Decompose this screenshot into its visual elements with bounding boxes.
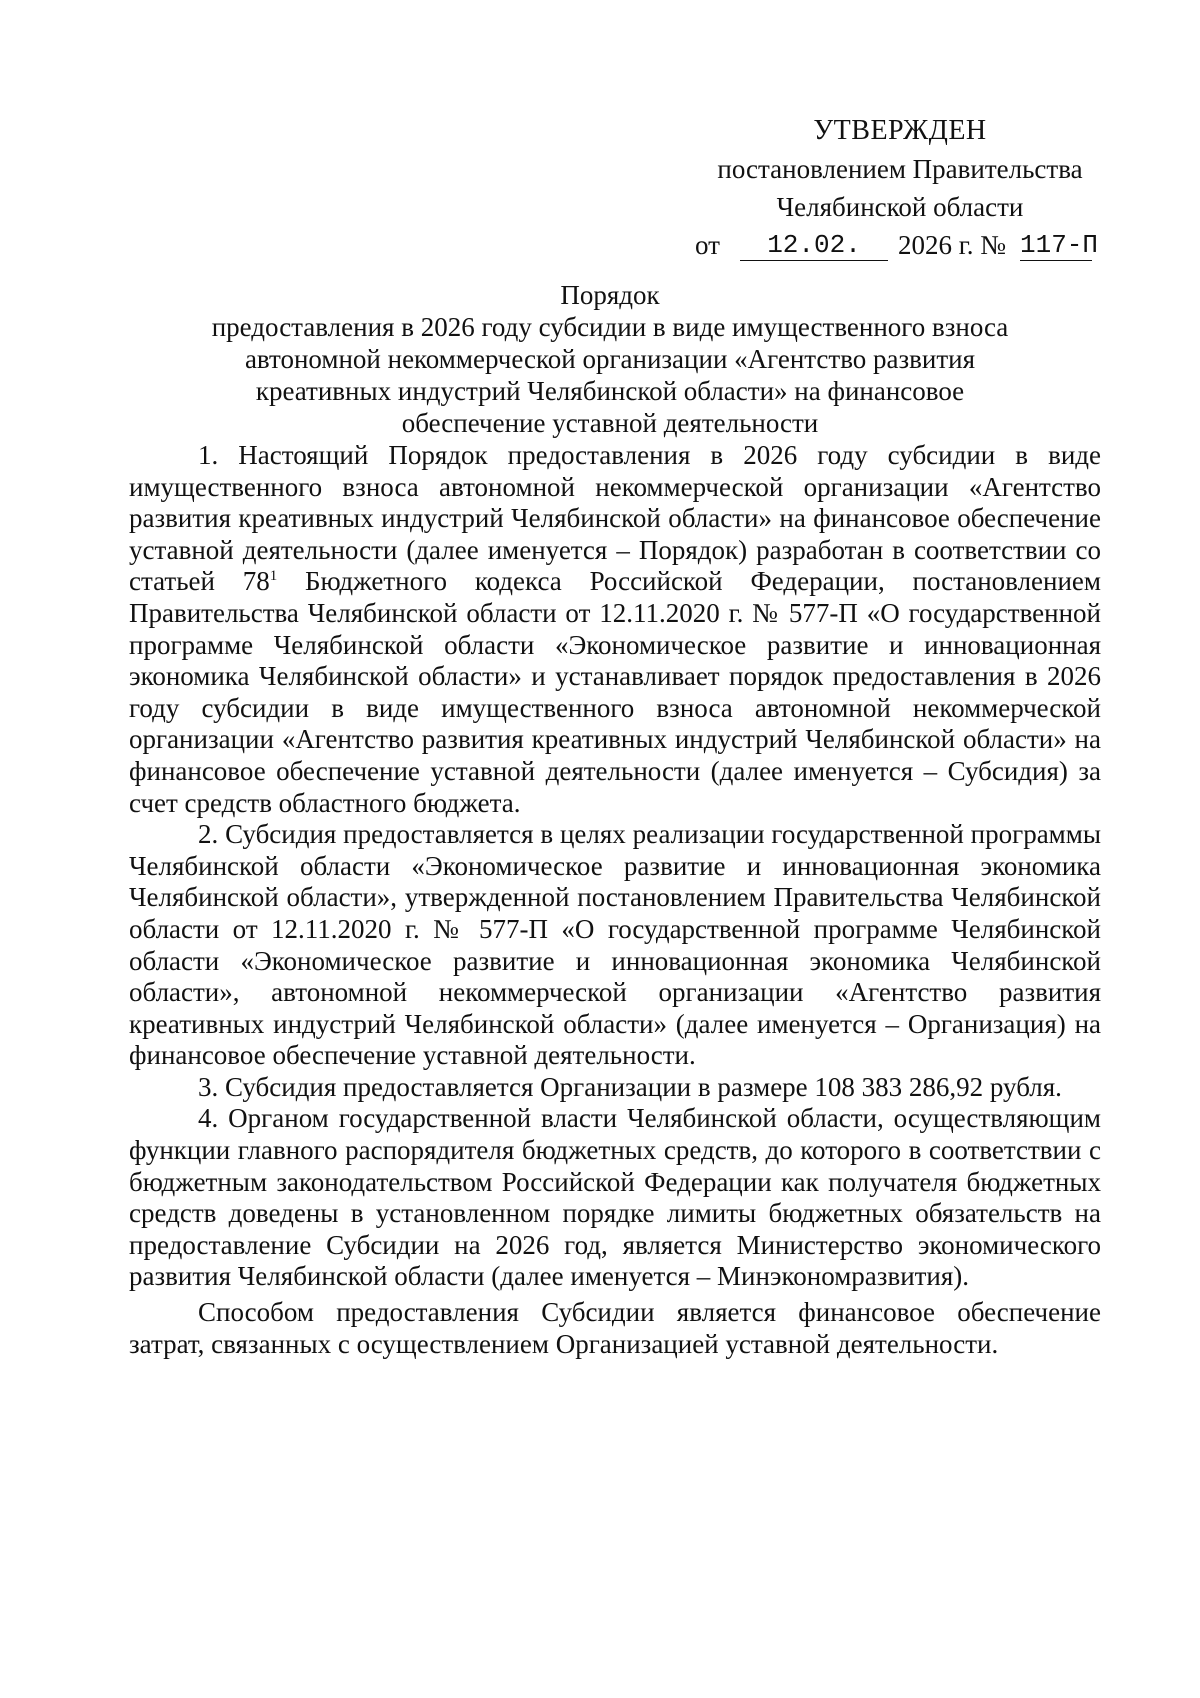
paragraph-1-text-b: Бюджетного кодекса Российской Федерации, постановлением Правительства Челябинской области от 12.11.2020 г. № 577-П «О государственной программе Челябинской области «Экономическое развитие и инновационная экономика Челябинской области» и устанавливает порядок предоставления в 2026 году субсидии в виде имущественного взноса автономной некоммерческой организации «Агентство развития креативных индустрий Челябинской области» на финансовое обеспечение уставной деятельности (далее именуется – Субсидия) за счет средств областного бюджета. (129, 566, 1101, 818)
paragraph-1-text-a: 1. Настоящий Порядок предоставления в 2026 году субсидии в виде имущественного взноса автономной некоммерческой организации «Агентство развития креативных индустрий Челябинской области» на финансовое обеспечение уставной деятельности (далее именуется – Порядок) разработан в соответствии со статьей 78 (129, 440, 1101, 597)
title-line-3: автономной некоммерческой организации «Агентство развития (244, 344, 976, 374)
approval-stamp (690, 112, 1110, 266)
paragraph-3: 3. Субсидия предоставляется Организации в размере 108 383 286,92 рубля. (198, 1071, 1062, 1102)
approval-date: 12.02. (740, 226, 888, 261)
approval-number: 117-П (1020, 226, 1092, 261)
approval-line-2: Челябинской области (776, 192, 1024, 222)
document-title (130, 279, 1090, 439)
approval-line-1: постановлением Правительства (717, 154, 1083, 184)
title-line-5: обеспечение уставной деятельности (401, 408, 819, 438)
paragraph-2: 2. Субсидия предоставляется в целях реализации государственной программы Челябинской области «Экономическое развитие и инновационная экономика Челябинской области», утвержденной постановлением Правительства Челябинской области от 12.11.2020 г. № 577-П «О государственной программе Челябинской области «Экономическое развитие и инновационная экономика Челябинской области», автономной некоммерческой организации «Агентство развития креативных индустрий Челябинской области» (далее именуется – Организация) на финансовое обеспечение уставной деятельности. (129, 819, 1101, 1071)
title-line-2: предоставления в 2026 году субсидии в виде имущественного взноса (211, 312, 1009, 342)
article-superscript: 1 (269, 568, 278, 585)
paragraph-4: 4. Органом государственной власти Челябинской области, осуществляющим функции главного распорядителя бюджетных средств, до которого в соответствии с бюджетным законодательством Российской Федерации как получателя бюджетных средств доведены в установленном порядке лимиты бюджетных обязательств на предоставление Субсидии на 2026 год, является Министерство экономического развития Челябинской области (далее именуется – Минэкономразвития). (129, 1103, 1101, 1292)
paragraph-5: Способом предоставления Субсидии является финансовое обеспечение затрат, связанных с осуществлением Организацией уставной деятельности. (129, 1297, 1101, 1359)
approval-year-label: 2026 г. № (898, 230, 1007, 260)
title-line-4: креативных индустрий Челябинской области» на финансовое (255, 376, 965, 406)
paragraph-1 (129, 440, 1101, 819)
approval-from-label: от (695, 230, 720, 260)
approval-heading: УТВЕРЖДЕН (813, 115, 987, 146)
approval-dateline (690, 226, 1110, 266)
title-line-1: Порядок (560, 280, 660, 310)
document-body (129, 440, 1101, 1360)
